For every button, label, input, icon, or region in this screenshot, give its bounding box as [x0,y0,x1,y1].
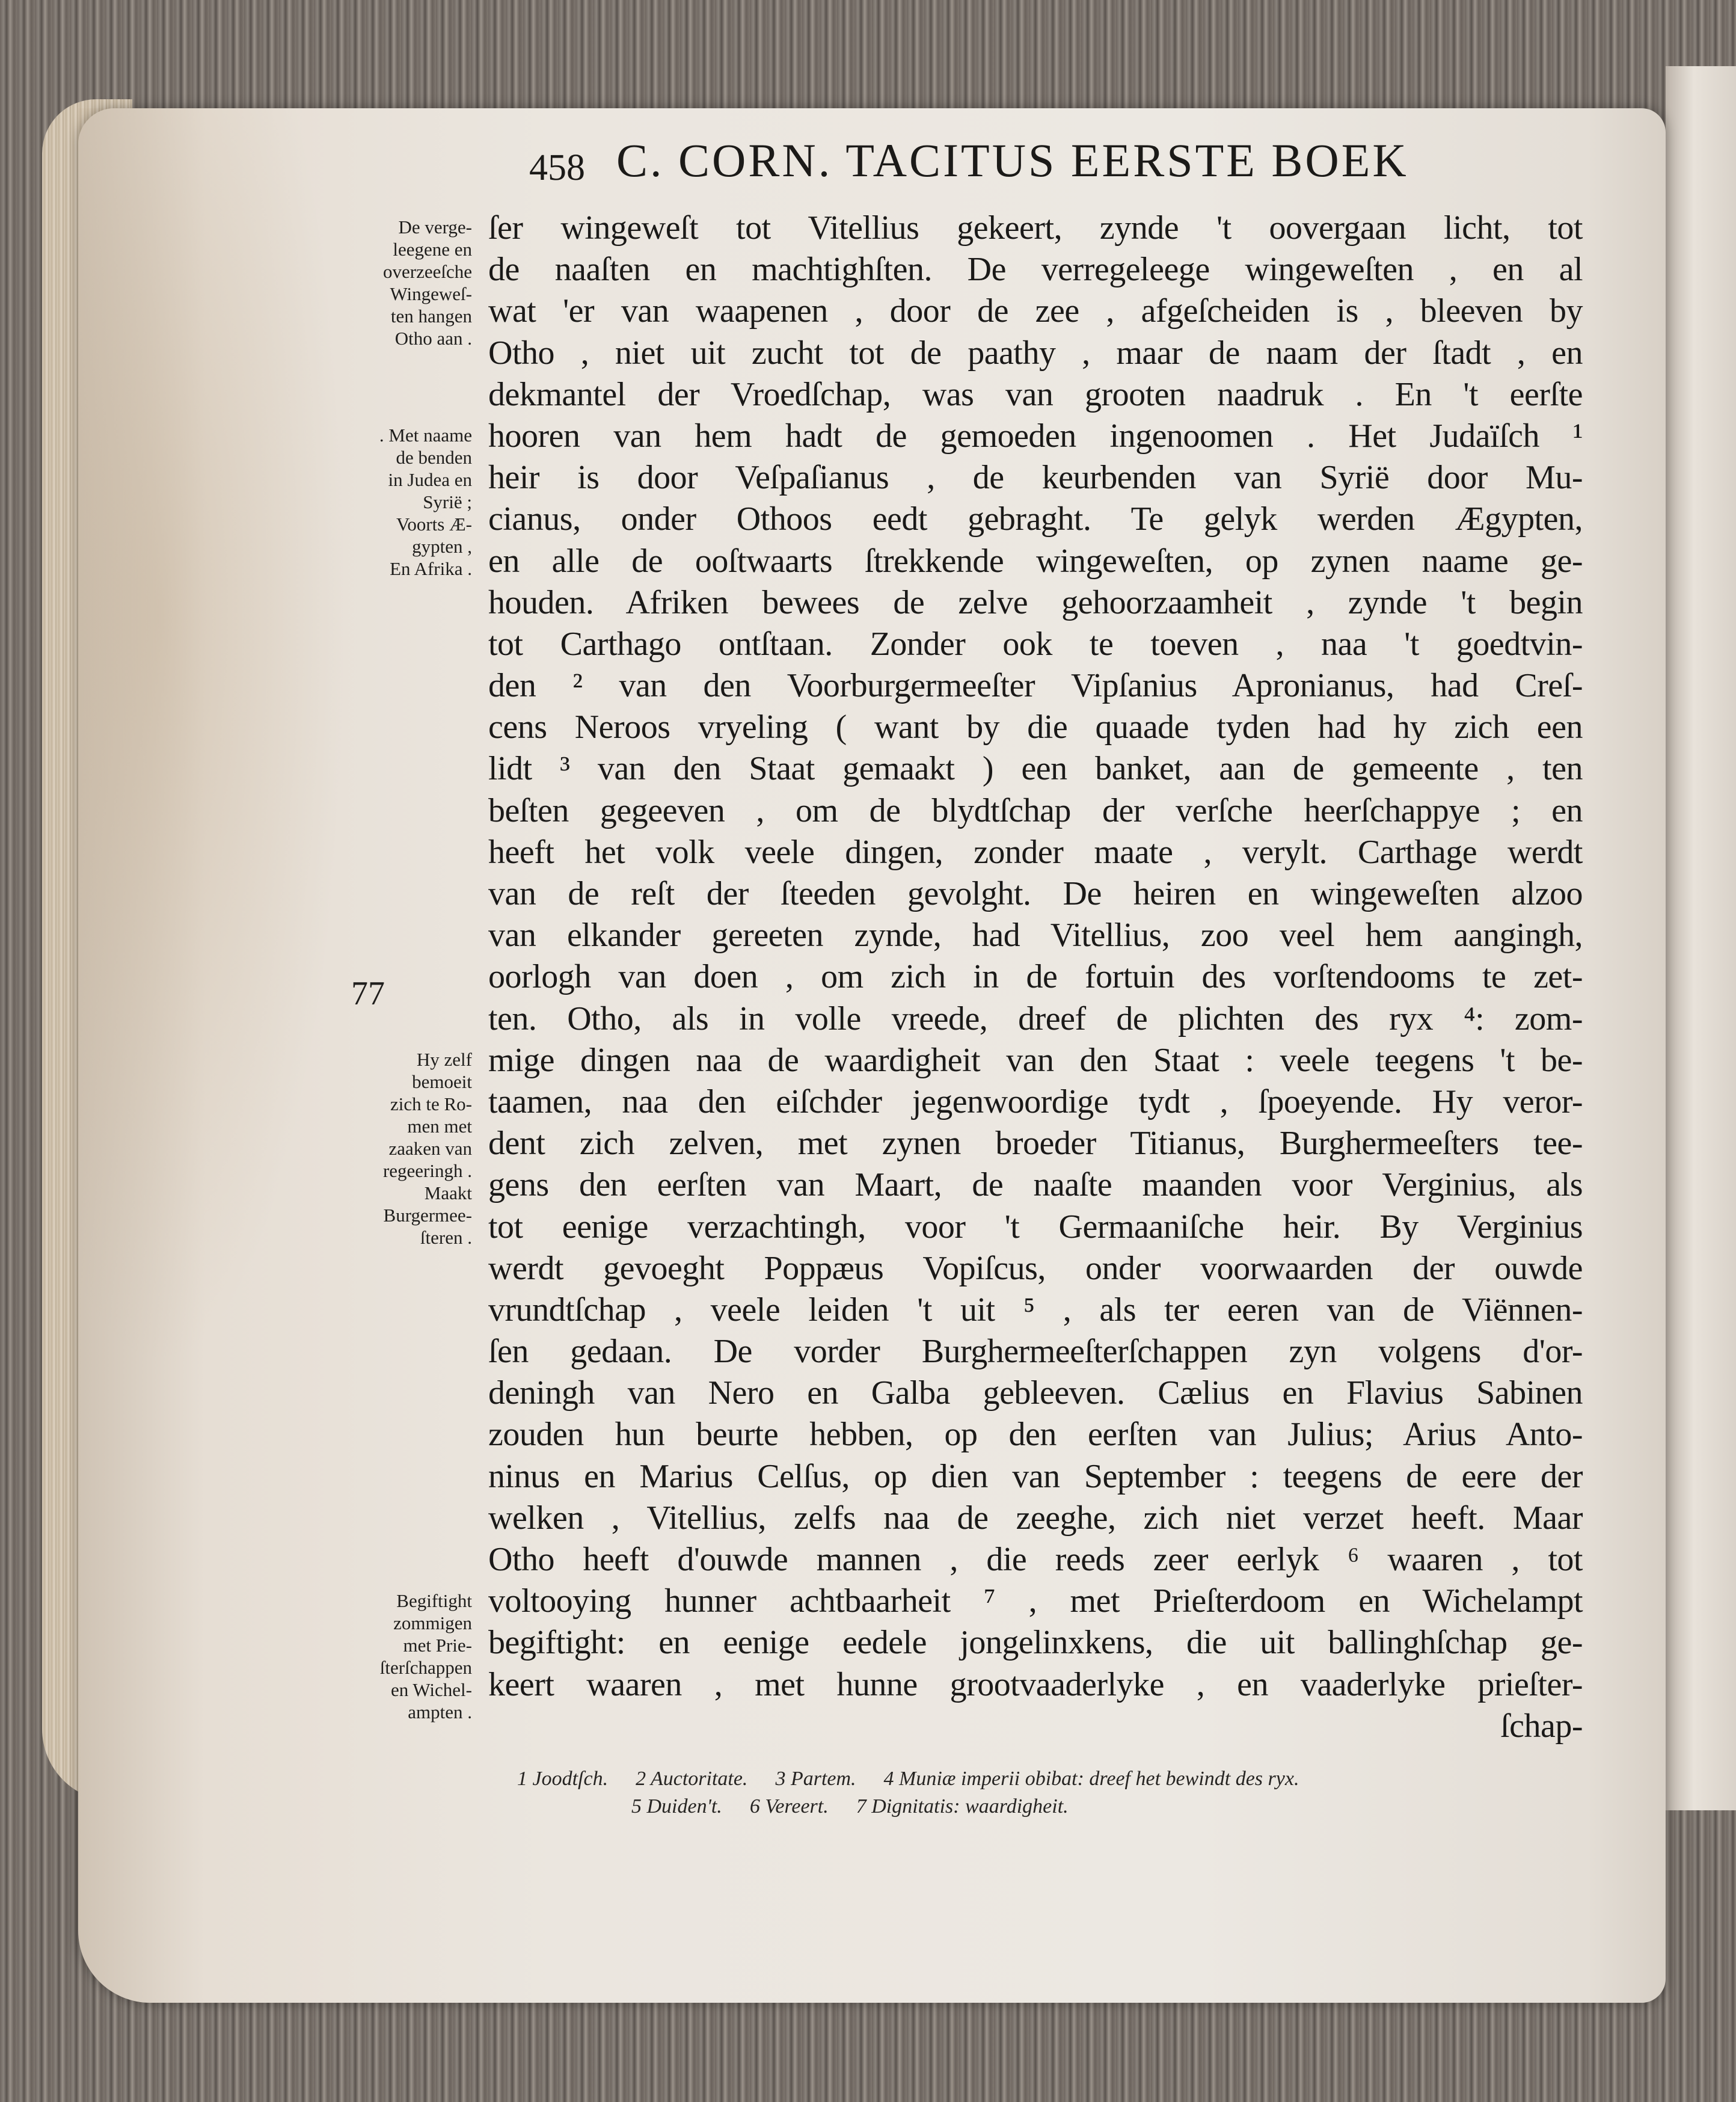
margin-note-line: ten hangen [390,306,472,327]
margin-note-line: men met [407,1116,472,1137]
text-line: mige dingen naa de waardigheit van den Staat : veele teegens 't be- [488,1041,1583,1079]
text-line: houden. Afriken bewees de zelve gehoorzaamheit , zynde 't begin [488,583,1583,621]
text-line: voltooying hunner achtbaarheit ⁷ , met Prieſterdoom en Wichelampt [488,1582,1583,1620]
margin-note [343,1590,472,1723]
text-line: hooren van hem hadt de gemoeden ingenoomen . Het Judaïſch ¹ [488,417,1583,455]
text-line: de naaſten en machtighſten. De verregeleege wingeweſten , en al [488,251,1583,289]
text-line: vrundtſchap , veele leiden 't uit ⁵ , als ter eeren van de Viënnen- [488,1291,1583,1329]
footnote: 6 Vereert. [749,1795,829,1818]
text-line: van de reſt der ſteeden gevolght. De heiren en wingeweſten alzoo [488,875,1583,912]
text-line: den ² van den Voorburgermeeſter Vipſanius Apronianus, had Creſ- [488,667,1583,705]
text-line: werdt gevoeght Poppæus Vopiſcus, onder voorwaarden der ouwde [488,1249,1583,1287]
margin-note-line: En Afrika . [390,558,472,579]
text-line: van elkander gereeten zynde, had Vitellius, zoo veel hem aangingh, [488,917,1583,954]
margin-note-line: in Judea en [388,469,472,490]
body-text [488,207,1583,1747]
text-line: heir is door Veſpaſianus , de keurbenden van Syrië door Mu- [488,459,1583,497]
text-line: cianus, onder Othoos eedt gebraght. Te gelyk werden Ægypten, [488,500,1583,538]
text-line: oorlogh van doen , om zich in de fortuin des vorſtendooms te zet- [488,958,1583,996]
section-number: 77 [351,974,385,1012]
margin-note-line: met Prie- [403,1634,472,1656]
text-line: lidt ³ van den Staat gemaakt ) een banket, aan de gemeente , ten [488,750,1583,788]
margin-note-line: bemoeit [412,1071,472,1092]
footnote: 2 Auctoritate. [636,1768,748,1790]
text-line: dent zich zelven, met zynen broeder Titianus, Burghermeeſters tee- [488,1125,1583,1163]
footnote: 1 Joodtſch. [517,1768,609,1790]
margin-note-line: Burgermee- [383,1205,472,1226]
text-line: en alle de ooſtwaarts ſtrekkende wingeweſten, op zynen naame ge- [488,542,1583,580]
text-line: zouden hun beurte hebben, op den eerſten van Julius; Arius Anto- [488,1416,1583,1454]
text-line: beſten gegeeven , om de blydtſchap der verſche heerſchappye ; en [488,791,1583,829]
text-line: ſchap- [1500,1707,1583,1745]
margin-note-line: en Wichel- [390,1679,472,1700]
text-line: dekmantel der Vroedſchap, was van grooten naadruk . En 't eerſte [488,375,1583,413]
text-line: taamen, naa den eiſchder jegenwoordige tydt , ſpoeyende. Hy veror- [488,1083,1583,1120]
footnote-row [517,1793,1636,1821]
footnotes [517,1765,1636,1821]
text-line: welken , Vitellius, zelfs naa de zeeghe, zich niet verzet heeft. Maar [488,1499,1583,1537]
margin-note-line: Syrië ; [423,491,472,512]
margin-note-line: De verge- [398,217,472,238]
facing-page-edge [1666,66,1736,1810]
footnote: 5 Duiden't. [631,1795,722,1818]
text-line: wat 'er van waapenen , door de zee , afgeſcheiden is , bleeven by [488,292,1583,330]
footnote: 4 Muniæ imperii obibat: dreef het bewindt des ryx. [883,1768,1299,1790]
text-line: tot Carthago ontſtaan. Zonder ook te toeven , naa 't goedtvin- [488,625,1583,663]
text-line: begiftight: en eenige eedele jongelinxkens, die uit ballinghſchap ge- [488,1624,1583,1662]
margin-note-line: . Met naame [379,425,472,446]
footnote: 7 Dignitatis: waardigheit. [856,1795,1069,1818]
text-line: tot eenige verzachtingh, voor 't Germaaniſche heir. By Verginius [488,1208,1583,1246]
margin-note-line: de benden [396,447,472,468]
margin-note-line: ſteren . [420,1227,472,1248]
text-line: heeft het volk veele dingen, zonder maate , verylt. Carthage werdt [488,833,1583,871]
footnote-row [517,1765,1636,1793]
margin-note-line: Hy zelf [416,1049,472,1070]
margin-note-line: zommigen [393,1612,472,1633]
margin-note-line: zaaken van [388,1138,472,1159]
margin-note-line: Maakt [424,1182,472,1203]
margin-note [343,216,472,349]
text-line: keert waaren , met hunne grootvaaderlyke , en vaaderlyke prieſter- [488,1665,1583,1703]
text-line: gens den eerſten van Maart, de naaſte maanden voor Verginius, als [488,1166,1583,1204]
margin-note-line: regeeringh . [382,1160,472,1181]
page-header [529,134,1587,188]
footnote: 3 Partem. [775,1768,856,1790]
running-title: C. CORN. TACITUS EERSTE BOEK [616,134,1409,186]
text-line: cens Neroos vryeling ( want by die quaade tyden had hy zich een [488,708,1583,746]
margin-note-line: Otho aan . [394,328,472,349]
margin-note [343,1048,472,1249]
margin-note [343,424,472,580]
text-line: Otho heeft d'ouwde mannen , die reeds zeer eerlyk ⁶ waaren , tot [488,1541,1583,1578]
text-line: ninus en Marius Celſus, op dien van September : teegens de eere der [488,1457,1583,1495]
text-line: deningh van Nero en Galba gebleeven. Cælius en Flavius Sabinen [488,1374,1583,1412]
text-line: Otho , niet uit zucht tot de paathy , maar de naam der ſtadt , en [488,334,1583,372]
text-line: ſen gedaan. De vorder Burghermeeſterſchappen zyn volgens d'or- [488,1333,1583,1371]
text-line: ſer wingeweſt tot Vitellius gekeert, zynde 't oovergaan licht, tot [488,209,1583,247]
margin-note-line: zich te Ro- [390,1093,472,1114]
margin-note-line: gypten , [412,536,472,557]
margin-note-line: leegene en [393,239,472,260]
margin-note-line: overzeeſche [383,261,472,282]
margin-note-line: Voorts Æ- [396,514,472,535]
margin-note-line: ſterſchappen [379,1656,472,1678]
margin-note-line: ampten . [408,1701,472,1722]
page-number: 458 [529,147,585,188]
text-line: ten. Otho, als in volle vreede, dreef de plichten des ryx ⁴: zom- [488,1000,1583,1037]
margin-note-line: Wingeweſ- [390,283,472,304]
margin-note-line: Begiftight [396,1590,472,1611]
